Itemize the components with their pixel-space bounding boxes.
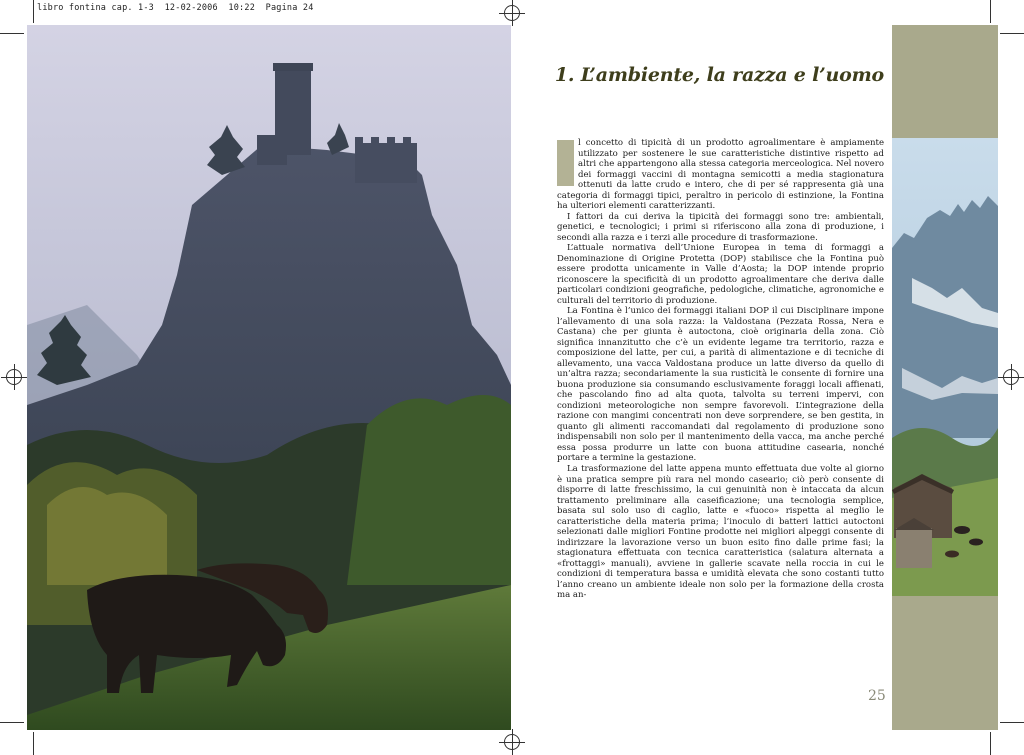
paragraph-5: La trasformazione del latte appena munto effettuata due volte al giorno è una pratica sempre più rara nel mondo caseario; ciò però consente di disporre di latte freschissimo, la cui genuinità non è intaccata da alcun trattamento preliminare alla caseificazione; una tecnologia semplice, basata sul solo uso di caglio, latte e «fuoco» rispetta al meglio le caratteristiche della materia prima; l’inoculo di batteri lattici autoctoni selezionati dalle migliori Fontine prodotte nei migliori alpeggi consente di indirizzare la lavorazione verso un buon esito fino dalle prime fasi; la stagionatura effettuata con tecnica caratteristica (salatura alternata a «frottaggi» manuali), avviene in gallerie scavate nella roccia in cui le condizioni di temperatura bassa e umidità elevata che sono costanti tutto l’anno creano un ambiente ideale non solo per la formazione della crosta ma an- (557, 463, 884, 601)
paragraph-4: La Fontina è l’unico dei formaggi italiani DOP il cui Disciplinare impone l’allevamento di una sola razza: la Valdostana (Pezzata Rossa, Nera e Castana) che per giunta è autoctona, cioè originaria della zona. Ciò significa innanzitutto che c’è un evidente legame tra territorio, razza e composizione del latte, per cui, a parità di alimentazione e di tecniche di allevamento, una vacca Valdostana produce un latte diverso da quello di un’altra razza; secondariamente la sua rusticità le consente di fornire una buona produzione sia consumando esclusivamente foraggi locali affienati, che pascolando fino ad alta quota, talvolta su terreni impervi, con condizioni meteorologiche non sempre favorevoli. L’integrazione della razione con mangimi concentrati non deve sorprendere, se ben gestita, in quanto gli alimenti raccomandati dal regolamento di produzione sono indispensabili non solo per il mantenimento della vacca, ma anche perché essa possa produrre un latte con buona attitudine casearia, nonché portare a termine la gestazione. (557, 306, 884, 464)
paragraph-1: l concetto di tipicità di un prodotto agroalimentare è ampiamente utilizzato per sostenere le sue caratteristiche distintive rispetto ad altri che appartengono alla stessa categoria merceologica. Nel novero dei formaggi vaccini di montagna semicotti a media stagionatura ottenuti da latte crudo e intero, che di per sé rappresenta già una categoria di formaggi tipici, peraltro in pericolo di estinzione, la Fontina ha ulteriori elementi caratterizzanti. (557, 138, 884, 212)
castle-cows-photo (27, 25, 511, 730)
paragraph-3: L’attuale normativa dell’Unione Europea in tema di formaggi a Denominazione di Origine Protetta (DOP) stabilisce che la Fontina può essere prodotta unicamente in Valle d’Aosta; la DOP intende proprio riconoscere la specificità di un prodotto agroalimentare che deriva dalle particolari condizioni geografiche, pedologiche, climatiche, agronomiche e culturali del territorio di produzione. (557, 243, 884, 306)
registration-mark-bottom (504, 734, 520, 750)
body-text (557, 138, 884, 601)
page-number: 25 (868, 688, 886, 704)
drop-cap-box (557, 140, 574, 186)
registration-mark-left (6, 369, 22, 385)
print-slug-line: libro fontina cap. 1-3 12-02-2006 10:22 Pagina 24 (37, 3, 314, 13)
paragraph-2: I fattori da cui deriva la tipicità dei formaggi sono tre: ambientali, genetici, e tecnologici; i primi si riferiscono alla zona di produzione, i secondi alla razza e i terzi alle procedure di trasformazione. (557, 211, 884, 243)
registration-mark-top (504, 5, 520, 21)
registration-mark-right (1003, 369, 1019, 385)
mountain-chalet-photo (892, 138, 998, 596)
chapter-title: 1. L’ambiente, la razza e l’uomo (554, 64, 884, 86)
